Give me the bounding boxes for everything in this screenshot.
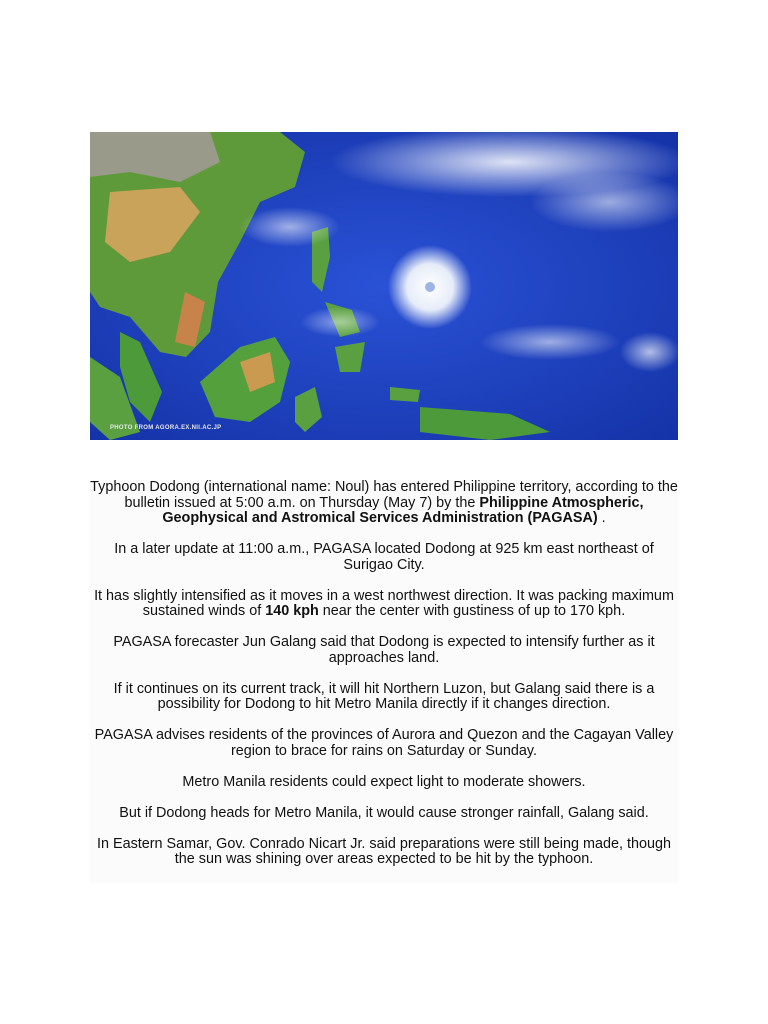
paragraph-6: PAGASA advises residents of the provinces of Aurora and Quezon and the Cagayan Valley region to brace for rains on Saturday or Sunday. [94, 727, 674, 759]
article-body [90, 480, 678, 883]
agency-name: Philippine Atmospheric, Geophysical and Astromical Services Administration (PAGASA) [162, 494, 644, 526]
paragraph-4: PAGASA forecaster Jun Galang said that Dodong is expected to intensify further as it approaches land. [113, 634, 655, 666]
paragraph-1: Typhoon Dodong (international name: Noul) has entered Philippine territory, according to the bulletin issued at 5:00 a.m. on Thursday (May 7) by the Philippine Atmospheric, Geophysical and Astromical Services Administration (PAGASA) . [90, 479, 678, 526]
paragraph-9: In Eastern Samar, Gov. Conrado Nicart Jr. said preparations were still being made, though the sun was shining over areas expected to be hit by the typhoon. [96, 835, 672, 867]
satellite-map-graphic [90, 132, 678, 440]
paragraph-7: Metro Manila residents could expect light to moderate showers. [182, 773, 586, 790]
wind-speed: 140 kph [265, 603, 319, 619]
paragraph-5: If it continues on its current track, it will hit Northern Luzon, but Galang said there is a possibility for Dodong to hit Metro Manila directly if it changes direction. [113, 680, 655, 712]
image-credit: PHOTO FROM AGORA.EX.NII.AC.JP [110, 425, 222, 431]
paragraph-3: It has slightly intensified as it moves in a west northwest direction. It was packing maximum sustained winds of 140 kph near the center with gustiness of up to 170 kph. [94, 587, 674, 619]
paragraph-2: In a later update at 11:00 a.m., PAGASA located Dodong at 925 km east northeast of Surigao City. [114, 541, 654, 573]
satellite-image [90, 132, 678, 440]
paragraph-8: But if Dodong heads for Metro Manila, it would cause stronger rainfall, Galang said. [119, 804, 649, 821]
